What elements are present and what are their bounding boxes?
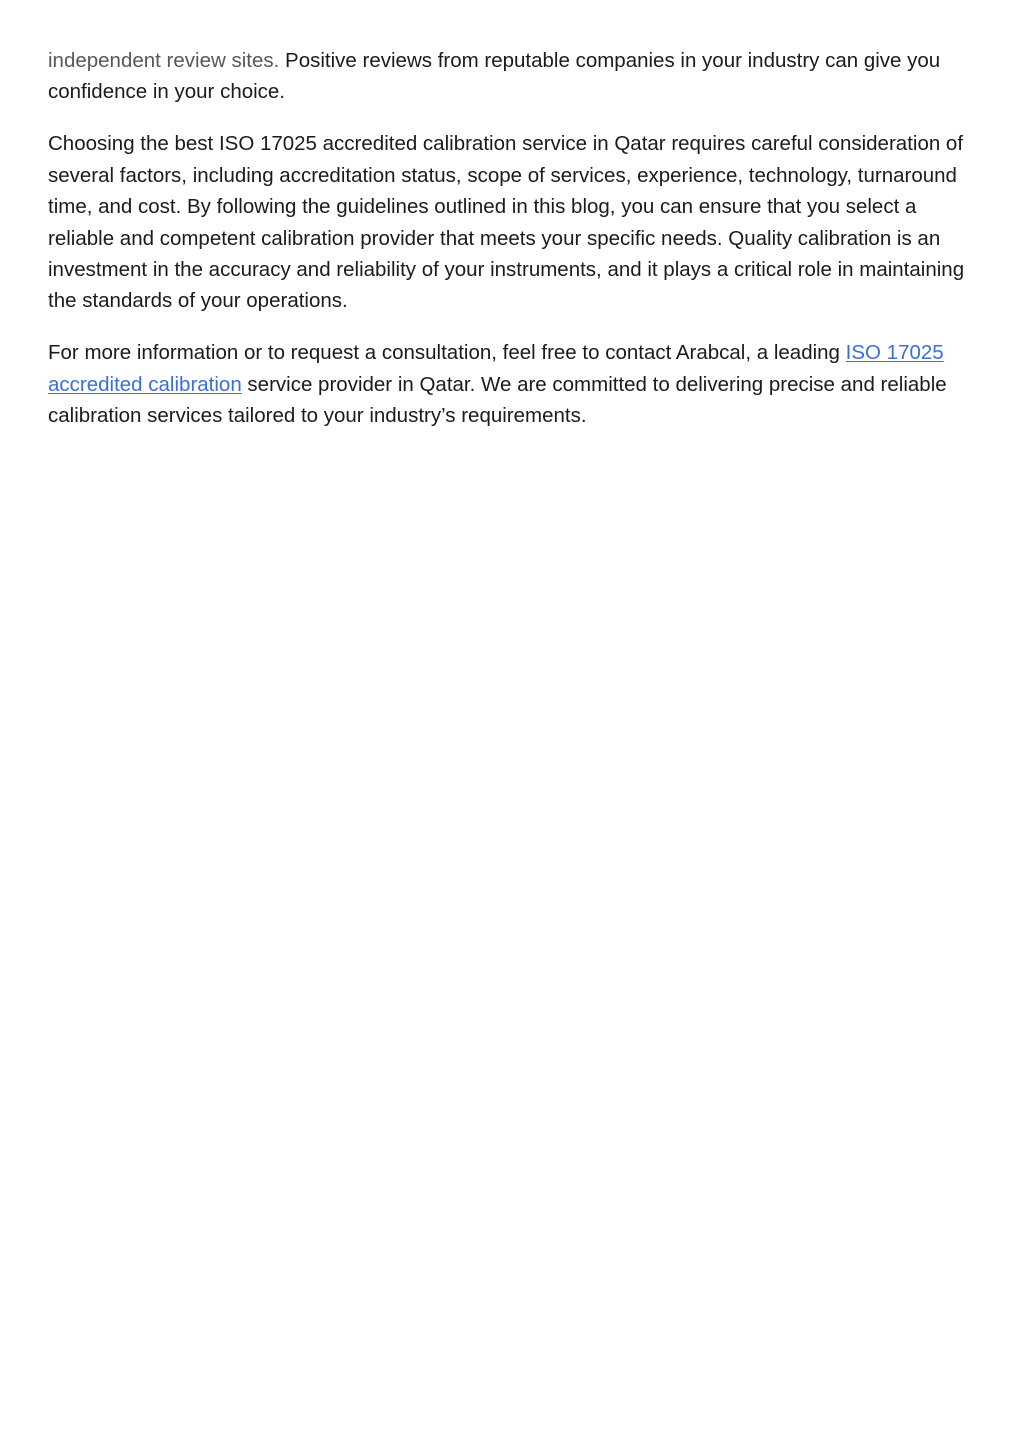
contact-text-before: For more information or to request a consultation, feel free to contact Arabcal, a leading — [48, 341, 846, 365]
iso-17025-link[interactable]: ISO 17025 accredited calibration — [48, 341, 944, 396]
review-sites-text: independent review sites. — [48, 49, 280, 72]
paragraph-contact — [48, 337, 983, 431]
paragraph-reviews — [48, 45, 983, 108]
document-body — [48, 45, 983, 452]
paragraph-conclusion: Choosing the best ISO 17025 accredited calibration service in Qatar requires careful consideration of several factors, including accreditation status, scope of services, experience, technology, turnaround time, and cost. By following the guidelines outlined in this blog, you can ensure that you select a reliable and competent calibration provider that meets your specific needs. Quality calibration is an investment in the accuracy and reliability of your instruments, and it plays a critical role in maintaining the standards of your operations. — [48, 132, 965, 313]
contact-text-after: service provider in Qatar. We are committed to delivering precise and reliable calibration services tailored to your industry’s requirements. — [48, 372, 947, 428]
reviews-confidence-text: Positive reviews from reputable companies in your industry can give you confidence in your choice. — [48, 49, 941, 104]
